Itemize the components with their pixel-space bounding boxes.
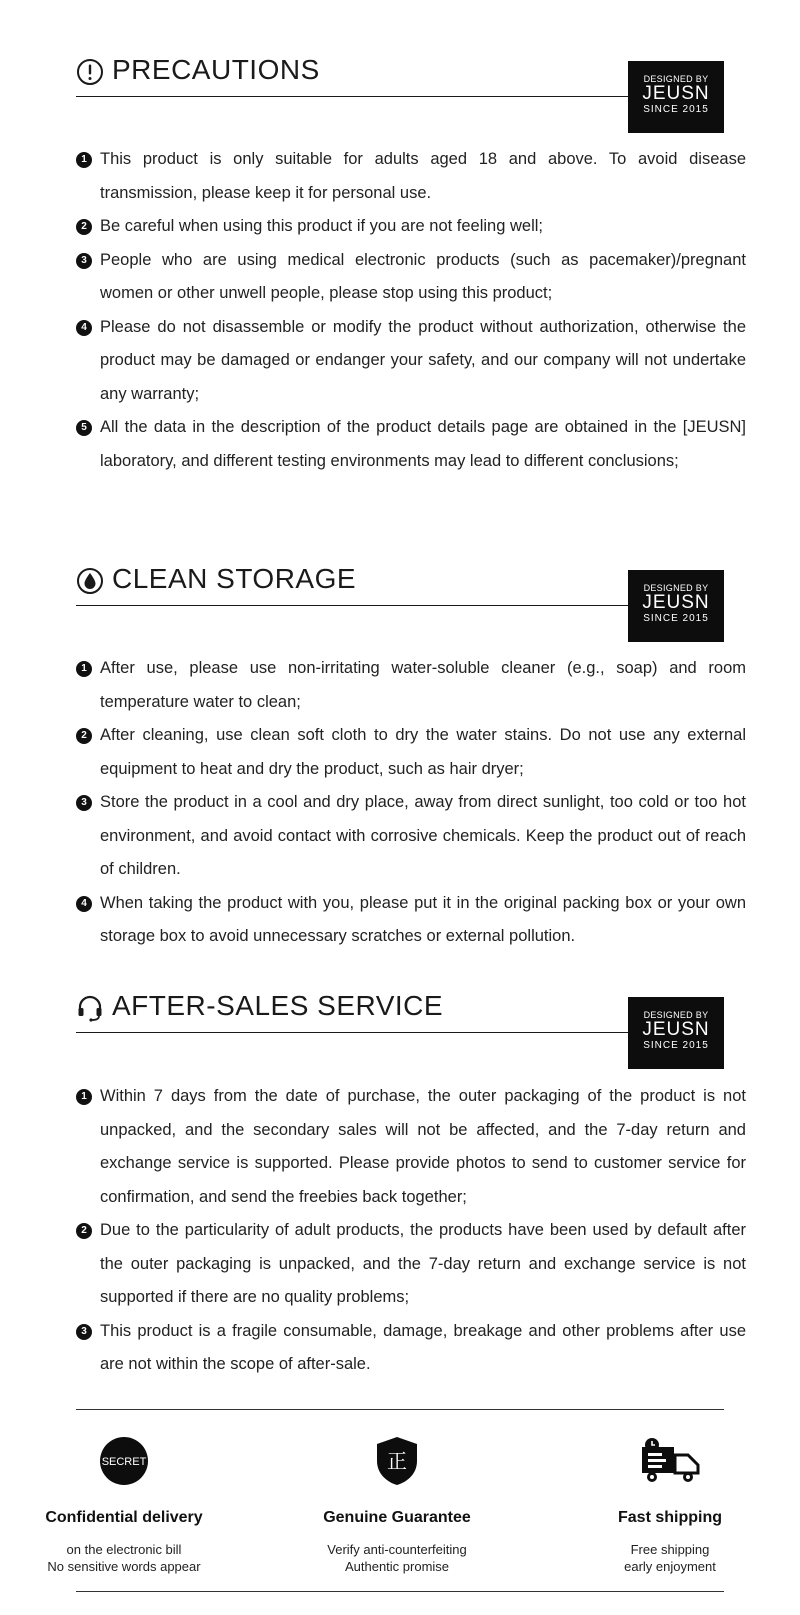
section-divider: [76, 96, 628, 97]
item-text: Store the product in a cool and dry place, away from direct sunlight, too cold or too hot environment, and avoid contact with corrosive chemicals. Keep the product out of reach of children.: [100, 793, 746, 878]
item-text: After use, please use non-irritating water-soluble cleaner (e.g., soap) and room temperature water to clean;: [100, 659, 746, 711]
item-text: Please do not disassemble or modify the product without authorization, otherwise the product may be damaged or endanger your safety, and our company will not undertake any warranty;: [100, 317, 746, 403]
list-item: [76, 652, 746, 719]
brand-badge: [628, 570, 724, 642]
badge-brand: JEUSN: [642, 1019, 710, 1040]
number-bullet: 3: [76, 1324, 92, 1340]
list-item: [76, 786, 746, 887]
list-item: [76, 311, 746, 412]
footer-bottom-divider: [76, 1591, 724, 1592]
section-title: AFTER-SALES SERVICE: [112, 990, 444, 1021]
item-text: When taking the product with you, please put it in the original packing box or your own storage box to avoid unnecessary scratches or external pollution.: [100, 893, 746, 945]
item-text: After cleaning, use clean soft cloth to dry the water stains. Do not use any external equipment to heat and dry the product, such as hair dryer;: [100, 726, 746, 778]
delivery-truck-icon: [560, 1435, 780, 1487]
headset-icon: [76, 994, 104, 1022]
item-text: This product is only suitable for adults aged 18 and above. To avoid disease transmission, please keep it for personal use.: [100, 150, 746, 202]
number-bullet: 4: [76, 320, 92, 336]
feature-genuine-guarantee: [287, 1435, 507, 1575]
section-divider: [76, 605, 628, 606]
exclamation-circle-icon: [76, 58, 104, 86]
number-bullet: 1: [76, 1089, 92, 1105]
number-bullet: 2: [76, 1223, 92, 1239]
item-text: Be careful when using this product if you are not feeling well;: [100, 217, 544, 235]
section-title: PRECAUTIONS: [112, 54, 320, 85]
number-bullet: 1: [76, 661, 92, 677]
feature-title: Genuine Guarantee: [323, 1509, 471, 1526]
item-text: People who are using medical electronic products (such as pacemaker)/pregnant women or other unwell people, please stop using this product;: [100, 250, 746, 302]
genuine-shield-label: 正: [387, 1449, 407, 1473]
clean-storage-section: [0, 563, 800, 945]
precautions-section: [0, 54, 800, 470]
feature-subtitle-line2: Authentic promise: [344, 1559, 450, 1574]
number-bullet: 1: [76, 152, 92, 168]
list-item: [76, 719, 746, 786]
item-text: All the data in the description of the product details page are obtained in the [JEUSN] laboratory, and different testing environments may lead to different conclusions;: [100, 418, 746, 470]
badge-since: SINCE 2015: [643, 1040, 709, 1051]
badge-designed-by: DESIGNED BY: [643, 74, 709, 84]
list-item: [76, 244, 746, 311]
feature-subtitle-line1: Free shipping: [630, 1542, 710, 1557]
list-item: [76, 411, 746, 478]
section-title: CLEAN STORAGE: [112, 563, 357, 594]
after-sales-list: [76, 1080, 746, 1382]
number-bullet: 3: [76, 253, 92, 269]
genuine-shield-icon: [287, 1435, 507, 1487]
feature-title: Fast shipping: [618, 1509, 722, 1526]
list-item: [76, 210, 746, 244]
list-item: [76, 143, 746, 210]
feature-subtitle-line2: early enjoyment: [624, 1559, 716, 1574]
feature-title: Confidential delivery: [45, 1509, 203, 1526]
badge-designed-by: DESIGNED BY: [643, 583, 709, 593]
section-header: [0, 54, 800, 138]
number-bullet: 4: [76, 896, 92, 912]
after-sales-section: [0, 990, 800, 1373]
list-item: [76, 1214, 746, 1315]
water-drop-icon: [76, 567, 104, 595]
list-item: [76, 887, 746, 954]
section-header: [0, 990, 800, 1074]
feature-confidential-delivery: [14, 1435, 234, 1575]
clean-storage-list: [76, 652, 746, 954]
brand-badge: [628, 997, 724, 1069]
badge-since: SINCE 2015: [643, 613, 709, 624]
number-bullet: 5: [76, 420, 92, 436]
feature-subtitle-line2: No sensitive words appear: [47, 1559, 201, 1574]
number-bullet: 2: [76, 728, 92, 744]
number-bullet: 2: [76, 219, 92, 235]
item-text: Due to the particularity of adult products, the products have been used by default after the outer packaging is unpacked, and the 7-day return and exchange service is not supported if there are no quality problems;: [100, 1221, 746, 1306]
feature-fast-shipping: [560, 1435, 780, 1575]
badge-brand: JEUSN: [642, 592, 710, 613]
list-item: [76, 1080, 746, 1214]
section-header: [0, 563, 800, 647]
list-item: [76, 1315, 746, 1382]
badge-since: SINCE 2015: [643, 104, 709, 115]
number-bullet: 3: [76, 795, 92, 811]
item-text: This product is a fragile consumable, damage, breakage and other problems after use are not within the scope of after-sale.: [100, 1321, 746, 1373]
section-divider: [76, 1032, 628, 1033]
badge-brand: JEUSN: [642, 83, 710, 104]
precautions-list: [76, 143, 746, 478]
badge-designed-by: DESIGNED BY: [643, 1010, 709, 1020]
secret-seal-label: SECRET: [101, 1456, 147, 1468]
item-text: Within 7 days from the date of purchase, the outer packaging of the product is not unpacked, and the secondary sales will not be affected, and the 7-day return and exchange service is supported. Please provide photos to send to customer service for confirmation, and send the freebies back together;: [100, 1087, 746, 1206]
secret-seal-icon: [14, 1435, 234, 1487]
footer-top-divider: [76, 1409, 724, 1410]
feature-subtitle-line1: Verify anti-counterfeiting: [327, 1542, 467, 1557]
feature-subtitle-line1: on the electronic bill: [66, 1542, 182, 1557]
brand-badge: [628, 61, 724, 133]
